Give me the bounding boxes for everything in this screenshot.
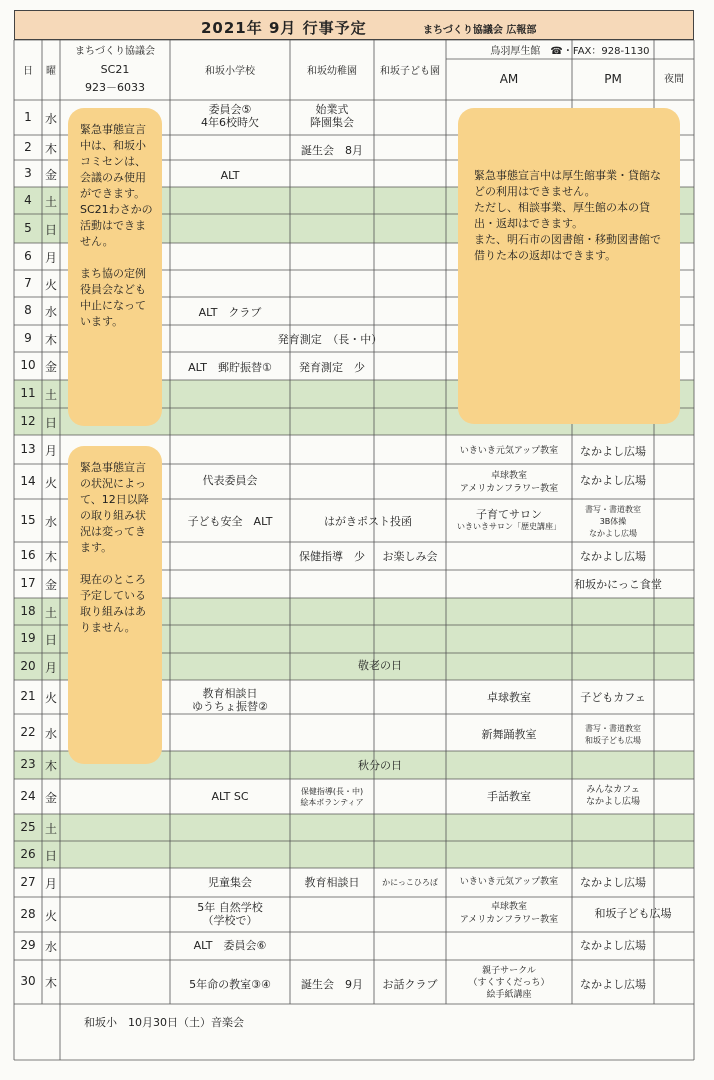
- event-kinder-27: 教育相談日: [304, 876, 360, 889]
- day-number: 30: [20, 974, 36, 988]
- event-school-15: 子ども安全 ALT: [187, 515, 273, 528]
- day-weekday: 火: [44, 691, 57, 705]
- day-number: 20: [20, 658, 36, 673]
- holiday-20: 敬老の日: [358, 659, 402, 672]
- event-am-28: 卓球教室 アメリカンフラワー教室: [459, 902, 559, 925]
- header-sc21-phone: 923－6033: [85, 81, 145, 94]
- day-weekday: 木: [44, 976, 57, 990]
- notice-kouseikan: 緊急事態宣言中は厚生館事業・貸館などの利用はできません。 ただし、相談事業、厚生館の本の貸出・返却はできます。 また、明石市の図書館・移動図書館で借りた本の返却はできます。: [458, 108, 680, 424]
- day-weekday: 金: [44, 790, 57, 805]
- day-number: 19: [20, 631, 36, 645]
- event-school-24: ALT SC: [211, 790, 249, 803]
- event-pm-24: みんなカフェ なかよし広場: [585, 785, 640, 807]
- day-weekday: 土: [44, 821, 57, 836]
- day-weekday: 水: [44, 111, 57, 126]
- event-pm-14: なかよし広場: [580, 474, 646, 487]
- day-weekday: 水: [44, 305, 57, 319]
- header-pm: PM: [604, 72, 622, 86]
- day-weekday: 金: [44, 578, 57, 592]
- header-sc21-line1: まちづくり協議会: [75, 46, 155, 57]
- day-number: 28: [20, 906, 36, 921]
- day-number: 13: [20, 441, 36, 456]
- day-weekday: 水: [44, 940, 57, 954]
- event-pm-30: なかよし広場: [580, 978, 646, 991]
- day-weekday: 水: [44, 514, 57, 529]
- event-school-14: 代表委員会: [202, 474, 258, 487]
- event-am-15b: いきいきサロン「歴史講座」: [457, 522, 561, 531]
- day-weekday: 土: [44, 605, 57, 620]
- header-night: 夜間: [664, 74, 684, 85]
- day-number: 23: [20, 757, 36, 771]
- day-weekday: 土: [44, 194, 57, 209]
- day-number: 1: [24, 109, 32, 124]
- event-pm-16: なかよし広場: [580, 550, 646, 563]
- day-weekday: 水: [44, 726, 57, 741]
- event-am-15a: 子育てサロン: [476, 508, 542, 521]
- day-weekday: 火: [44, 475, 57, 490]
- day-number: 15: [20, 512, 36, 527]
- event-pm-28: 和坂子ども広場: [594, 907, 672, 920]
- event-kinder-15: はがきポスト投函: [324, 515, 412, 528]
- header-sc21-line2: SC21: [100, 63, 130, 76]
- event-school-28: 5年 自然学校 （学校で）: [197, 901, 263, 927]
- event-school-8: ALT クラブ: [198, 306, 262, 319]
- day-weekday: 日: [44, 222, 57, 237]
- event-school-29: ALT 委員会⑥: [193, 939, 267, 952]
- event-pm-27: なかよし広場: [580, 876, 646, 889]
- day-number: 24: [20, 788, 36, 803]
- day-weekday: 金: [44, 360, 57, 374]
- day-number: 6: [24, 248, 32, 263]
- event-school-21: 教育相談日 ゆうちょ振替②: [192, 687, 268, 713]
- day-number: 4: [24, 192, 32, 207]
- publisher-label: まちづくり協議会 広報部: [423, 25, 537, 36]
- event-kids-27: かにっこひろば: [382, 878, 438, 887]
- event-kids-30: お話クラブ: [382, 978, 438, 991]
- day-weekday: 日: [44, 415, 57, 430]
- event-kinder-16: 保健指導 少: [299, 550, 365, 563]
- event-kinder-2: 誕生会 8月: [301, 144, 363, 157]
- footer-note: 和坂小 10月30日（土）音楽会: [84, 1016, 244, 1029]
- header-school: 和坂小学校: [205, 66, 255, 77]
- day-number: 12: [20, 413, 36, 428]
- event-kinder-30: 誕生会 9月: [301, 978, 363, 991]
- event-school-1: 委員会⑤ 4年6校時欠: [201, 103, 259, 129]
- weekend-row-shade: [14, 841, 694, 868]
- day-weekday: 日: [44, 848, 57, 863]
- day-number: 14: [20, 473, 36, 488]
- day-weekday: 月: [44, 876, 57, 891]
- event-kinder-24: 保健指導(長・中) 絵本ボランティア: [300, 787, 364, 807]
- day-weekday: 木: [44, 759, 57, 773]
- day-number: 9: [24, 330, 32, 345]
- event-kinder-10: 発育測定 少: [299, 361, 365, 374]
- day-number: 3: [24, 165, 32, 180]
- day-number: 18: [20, 603, 36, 618]
- event-school-3: ALT: [220, 169, 240, 182]
- header-kids-garden: 和坂子ども園: [380, 66, 440, 77]
- day-weekday: 木: [44, 550, 57, 564]
- event-kinder-1: 始業式 降園集会: [310, 103, 354, 129]
- event-am-14: 卓球教室 アメリカンフラワー教室: [459, 471, 559, 494]
- title-bar: [14, 10, 694, 40]
- day-weekday: 木: [44, 332, 57, 347]
- notice-sc21-bottom: 緊急事態宣言の状況によって、12日以降の取り組み状況は変ってきます。 現在のところ予定している取り組みはありません。: [68, 446, 162, 764]
- day-number: 8: [24, 303, 32, 317]
- day-weekday: 火: [44, 908, 57, 923]
- day-number: 26: [20, 846, 36, 861]
- event-pm-21: 子どもカフェ: [580, 691, 646, 704]
- header-am: AM: [499, 72, 519, 86]
- event-am-21: 卓球教室: [487, 691, 531, 704]
- header-weekday: 曜: [46, 66, 56, 77]
- day-number: 10: [20, 358, 36, 372]
- day-number: 16: [20, 548, 36, 562]
- day-number: 11: [20, 386, 36, 400]
- day-weekday: 月: [44, 250, 57, 265]
- event-am-24: 手話教室: [487, 790, 531, 803]
- event-kids-16: お楽しみ会: [382, 550, 438, 563]
- day-weekday: 月: [44, 443, 57, 458]
- day-weekday: 火: [44, 277, 57, 292]
- event-am-27: いきいき元気アップ教室: [459, 877, 559, 887]
- day-weekday: 木: [44, 141, 57, 156]
- day-number: 2: [24, 139, 32, 154]
- page-title: 2021年 9月 行事予定: [201, 19, 367, 37]
- header-day: 日: [23, 66, 33, 77]
- event-school-27: 児童集会: [208, 876, 252, 889]
- day-number: 7: [24, 275, 32, 290]
- event-am-13: いきいき元気アップ教室: [459, 446, 559, 456]
- event-pm-17: 和坂かにっこ食堂: [574, 578, 662, 591]
- event-am-22: 新舞踊教室: [481, 728, 537, 741]
- day-number: 17: [20, 576, 36, 590]
- event-pm-13: なかよし広場: [580, 445, 646, 458]
- holiday-23: 秋分の日: [358, 759, 402, 772]
- event-span-9: 発育測定 （長・中）: [277, 333, 383, 346]
- day-number: 25: [20, 819, 36, 834]
- day-number: 5: [24, 220, 32, 235]
- day-number: 29: [20, 938, 36, 952]
- event-school-30: 5年命の教室③④: [189, 978, 271, 991]
- notice-sc21-top: 緊急事態宣言中は、和坂小コミセンは、会議のみ使用ができます。SC21わさかの活動はできません。 まち協の定例役員会なども中止になっています。: [68, 108, 162, 426]
- event-pm-22: 書写・書道教室 和坂子ども広場: [585, 724, 641, 745]
- header-kindergarten: 和坂幼稚園: [307, 66, 357, 77]
- day-weekday: 日: [44, 633, 57, 647]
- day-weekday: 月: [44, 660, 57, 675]
- event-am-30: 親子サークル （すくすくだっち） 絵手紙講座: [468, 966, 550, 1000]
- day-number: 22: [20, 724, 36, 739]
- event-pm-15: 書写・書道教室 3B体操 なかよし広場: [585, 505, 641, 538]
- weekend-row-shade: [14, 814, 694, 841]
- day-weekday: 金: [44, 167, 57, 182]
- header-kouseikan: 鳥羽厚生館 ☎・FAX：928-1130: [490, 46, 650, 57]
- day-number: 21: [20, 689, 36, 703]
- day-number: 27: [20, 874, 36, 889]
- day-weekday: 土: [44, 388, 57, 402]
- event-school-10: ALT 郵貯振替①: [188, 361, 272, 374]
- event-pm-29: なかよし広場: [580, 939, 646, 952]
